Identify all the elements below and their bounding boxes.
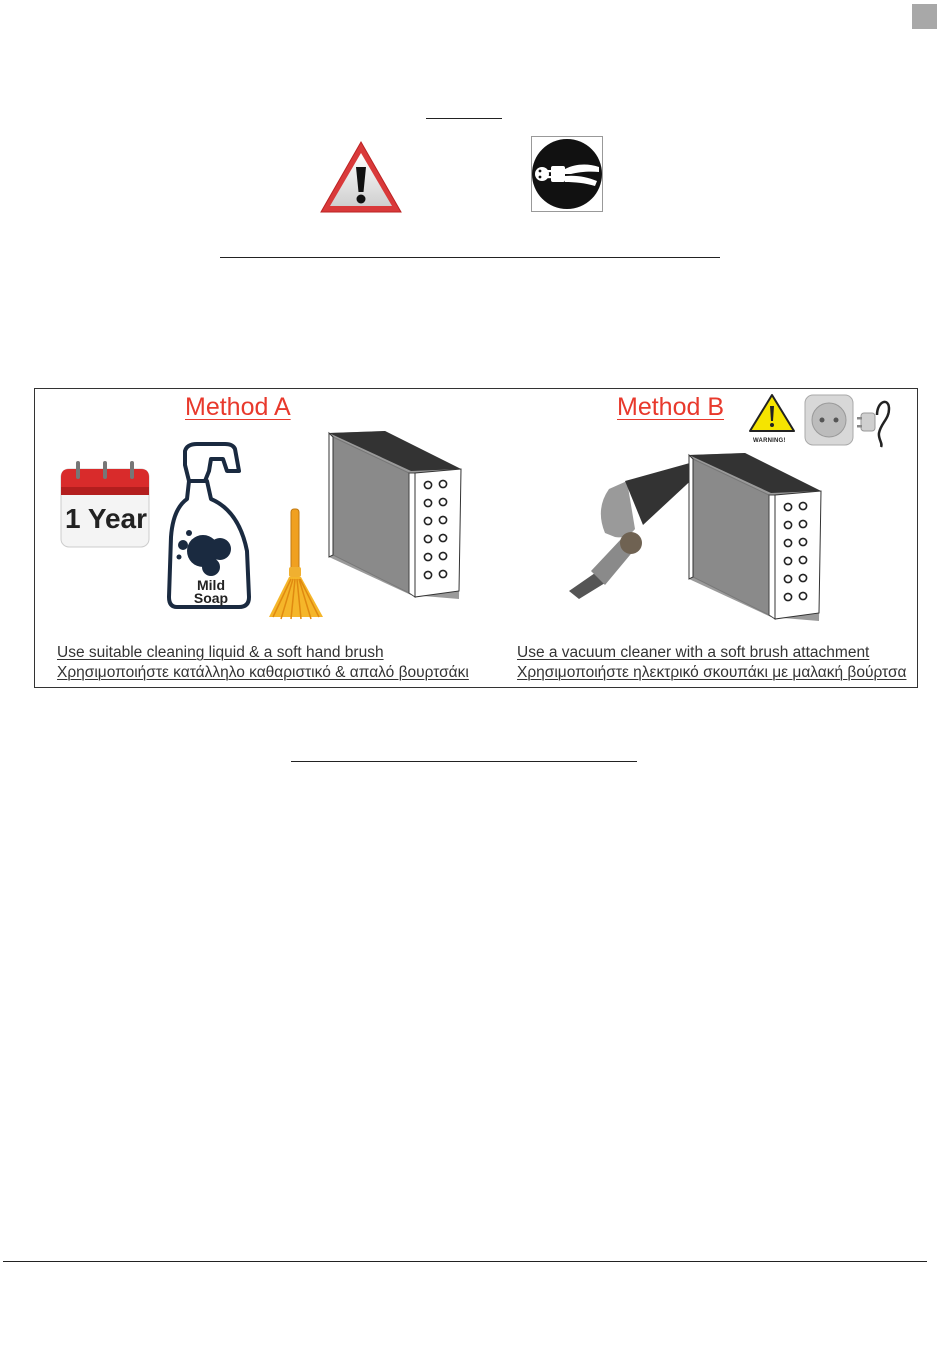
calendar-text: 1 Year [65, 503, 148, 534]
footer-rule [3, 1261, 927, 1262]
method-a-title: Method A [185, 393, 291, 421]
method-b-caption-gr: Χρησιμοποιήστε ηλεκτρικό σκουπάκι με μαλακή βούρτσα [517, 664, 907, 681]
power-plug-icon [855, 393, 893, 449]
method-a-caption-en: Use suitable cleaning liquid & a soft hand brush [57, 644, 384, 661]
method-a-caption-gr: Χρησιμοποιήστε κατάλληλο καθαριστικό & απαλό βουρτσάκι [57, 664, 469, 681]
warning-triangle-icon [748, 393, 796, 435]
page-corner-marker [912, 4, 937, 29]
section-rule [220, 257, 720, 258]
power-socket-icon [803, 393, 855, 447]
filter-panel-icon [315, 429, 465, 601]
soap-label [185, 579, 237, 605]
method-b-title: Method B [617, 393, 725, 421]
section-rule [291, 761, 637, 762]
soap-label-line2: Soap [193, 590, 229, 606]
unplug-power-icon [531, 136, 603, 212]
cleaning-methods-figure [34, 388, 918, 688]
filter-panel-icon [675, 451, 825, 623]
warning-label: WARNING! [753, 438, 786, 444]
warning-triangle-icon [318, 138, 404, 216]
method-b-caption-en: Use a vacuum cleaner with a soft brush attachment [517, 644, 870, 661]
heading-rule-short [426, 118, 502, 119]
soap-label-line1: Mild [197, 577, 225, 593]
